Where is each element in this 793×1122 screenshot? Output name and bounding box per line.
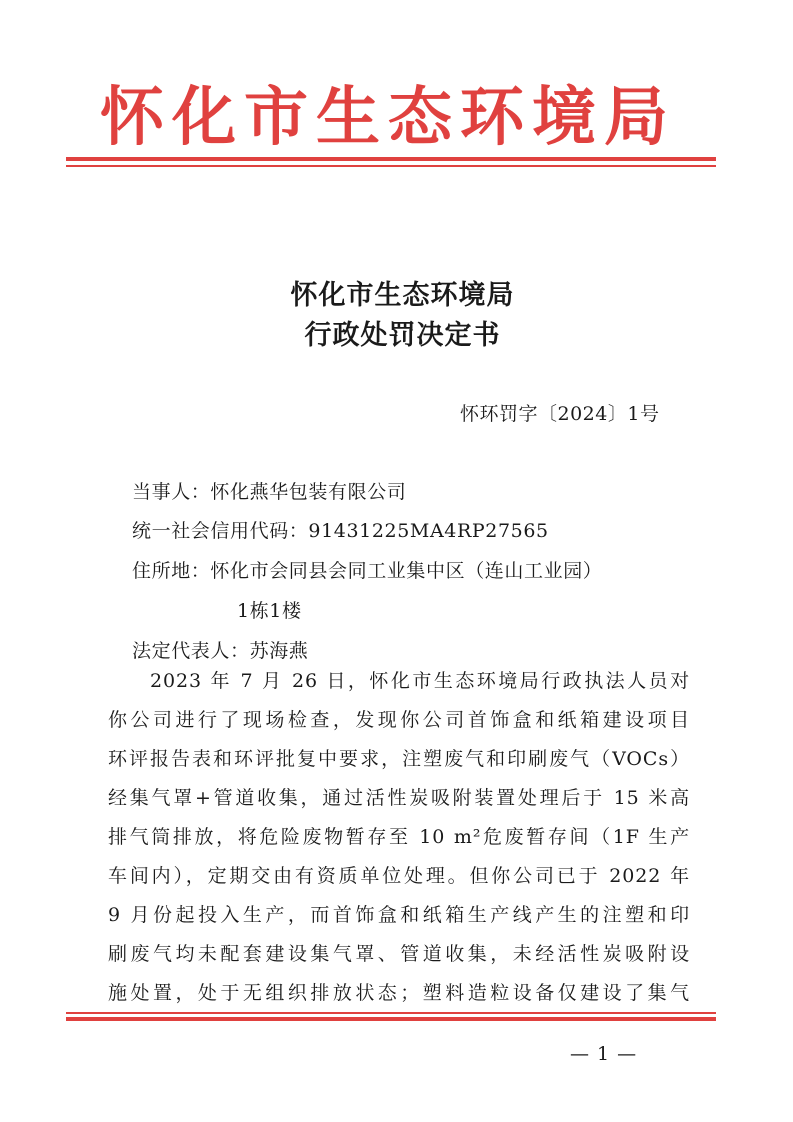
footer-rule-thin: [66, 1012, 716, 1014]
body-line: 刷废气均未配套建设集气罩、管道收集，未经活性炭吸附设: [108, 943, 690, 965]
party-name: 当事人：怀化燕华包装有限公司: [132, 481, 407, 503]
party-address-continued: 1栋1楼: [237, 600, 302, 622]
party-credit-code: 统一社会信用代码：91431225MA4RP27565: [132, 520, 549, 542]
body-line: 环评报告表和环评批复中要求，注塑废气和印刷废气（VOCs）: [108, 748, 690, 770]
letterhead-rule-thick: [66, 157, 716, 161]
body-line: 排气筒排放，将危险废物暂存至 10 m²危废暂存间（1F 生产: [108, 826, 690, 848]
body-line: 车间内），定期交由有资质单位处理。但你公司已于 2022 年: [108, 865, 690, 887]
body-line: 你公司进行了现场检查，发现你公司首饰盒和纸箱建设项目: [108, 709, 690, 731]
party-address: 住所地：怀化市会同县会同工业集中区（连山工业园）: [132, 560, 603, 582]
document-number: 怀环罚字〔2024〕1号: [460, 403, 660, 425]
body-line: 经集气罩+管道收集，通过活性炭吸附装置处理后于 15 米高: [108, 787, 690, 809]
party-legal-representative: 法定代表人：苏海燕: [132, 640, 309, 662]
letterhead-rule-thin: [66, 165, 716, 167]
body-line: 9 月份起投入生产，而首饰盒和纸箱生产线产生的注塑和印: [108, 904, 690, 926]
body-line: 2023 年 7 月 26 日，怀化市生态环境局行政执法人员对: [150, 670, 690, 692]
document-title-line1: 怀化市生态环境局: [290, 280, 515, 311]
document-title-line2: 行政处罚决定书: [304, 320, 501, 351]
body-line: 施处置，处于无组织排放状态；塑料造粒设备仅建设了集气: [108, 982, 690, 1004]
footer-rule-thick: [66, 1017, 716, 1021]
letterhead-org-name: 怀化市生态环境局: [100, 80, 676, 155]
page-number: — 1 —: [570, 1043, 638, 1065]
